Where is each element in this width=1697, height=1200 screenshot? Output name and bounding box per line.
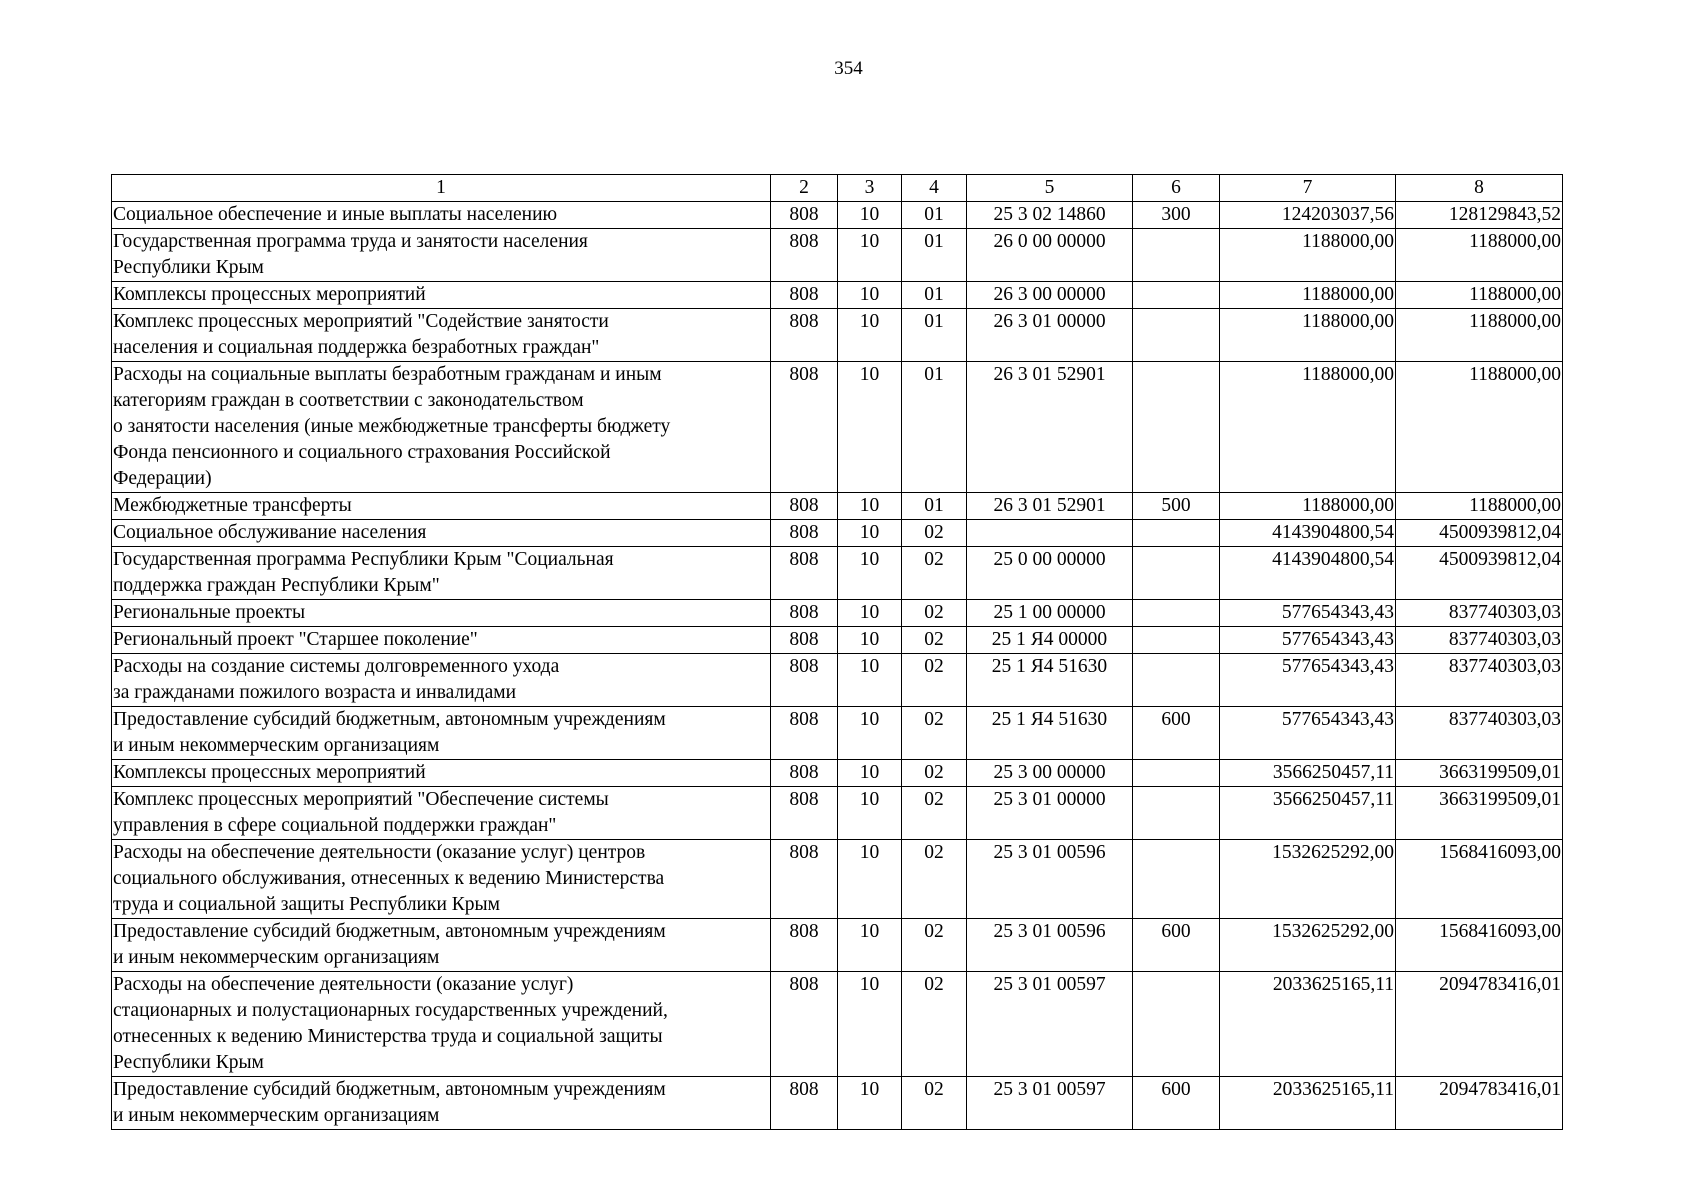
row-description: Предоставление субсидий бюджетным, автономным учреждениям и иным некоммерческим организациям	[112, 1077, 771, 1130]
row-description: Социальное обеспечение и иные выплаты населению	[112, 202, 771, 229]
row-description: Региональный проект "Старшее поколение"	[112, 627, 771, 654]
row-code-ministry: 808	[771, 520, 838, 547]
row-amount-year-2: 837740303,03	[1396, 627, 1563, 654]
row-description: Расходы на обеспечение деятельности (оказание услуг) центров социального обслуживания, отнесенных к ведению Министерства труда и социальной защиты Республики Крым	[112, 840, 771, 919]
table-row	[112, 627, 1563, 654]
row-code-ministry: 808	[771, 654, 838, 707]
row-code-target: 26 3 01 52901	[967, 493, 1133, 520]
row-code-target	[967, 520, 1133, 547]
row-code-expense-type	[1133, 282, 1220, 309]
row-code-expense-type: 300	[1133, 202, 1220, 229]
row-code-ministry: 808	[771, 309, 838, 362]
row-amount-year-2: 4500939812,04	[1396, 547, 1563, 600]
table-row	[112, 1077, 1563, 1130]
row-description: Комплексы процессных мероприятий	[112, 282, 771, 309]
row-code-expense-type	[1133, 600, 1220, 627]
column-header: 4	[902, 175, 967, 202]
row-description: Предоставление субсидий бюджетным, автономным учреждениям и иным некоммерческим организациям	[112, 707, 771, 760]
row-amount-year-1: 577654343,43	[1220, 707, 1396, 760]
row-code-expense-type	[1133, 654, 1220, 707]
table-row	[112, 654, 1563, 707]
row-description: Комплексы процессных мероприятий	[112, 760, 771, 787]
row-amount-year-1: 1188000,00	[1220, 309, 1396, 362]
row-code-expense-type	[1133, 547, 1220, 600]
row-code-target: 25 1 00 00000	[967, 600, 1133, 627]
column-header: 3	[838, 175, 902, 202]
row-code-section: 10	[838, 760, 902, 787]
row-code-section: 10	[838, 282, 902, 309]
row-code-section: 10	[838, 654, 902, 707]
column-header: 6	[1133, 175, 1220, 202]
row-code-target: 25 3 00 00000	[967, 760, 1133, 787]
row-description: Расходы на обеспечение деятельности (оказание услуг) стационарных и полустационарных государственных учреждений, отнесенных к ведению Министерства труда и социальной защиты Республики Крым	[112, 972, 771, 1077]
row-amount-year-2: 4500939812,04	[1396, 520, 1563, 547]
row-amount-year-1: 577654343,43	[1220, 654, 1396, 707]
row-code-expense-type	[1133, 362, 1220, 493]
column-header: 8	[1396, 175, 1563, 202]
row-description: Государственная программа труда и занятости населения Республики Крым	[112, 229, 771, 282]
row-code-target: 25 3 01 00597	[967, 1077, 1133, 1130]
row-code-subsection: 02	[902, 1077, 967, 1130]
row-code-ministry: 808	[771, 919, 838, 972]
row-amount-year-1: 4143904800,54	[1220, 520, 1396, 547]
row-amount-year-1: 1188000,00	[1220, 282, 1396, 309]
row-code-expense-type	[1133, 520, 1220, 547]
row-code-subsection: 02	[902, 972, 967, 1077]
row-code-ministry: 808	[771, 282, 838, 309]
row-code-target: 25 3 02 14860	[967, 202, 1133, 229]
row-code-expense-type: 600	[1133, 919, 1220, 972]
table-row	[112, 493, 1563, 520]
row-code-target: 25 3 01 00596	[967, 840, 1133, 919]
row-code-subsection: 02	[902, 600, 967, 627]
table-row	[112, 919, 1563, 972]
row-code-section: 10	[838, 229, 902, 282]
table-row	[112, 362, 1563, 493]
row-code-subsection: 02	[902, 707, 967, 760]
row-amount-year-2: 1188000,00	[1396, 282, 1563, 309]
row-code-target: 25 1 Я4 51630	[967, 654, 1133, 707]
table-row	[112, 972, 1563, 1077]
row-code-subsection: 02	[902, 654, 967, 707]
row-code-expense-type	[1133, 787, 1220, 840]
row-description: Расходы на социальные выплаты безработным гражданам и иным категориям граждан в соответствии с законодательством о занятости населения (иные межбюджетные трансферты бюджету Фонда пенсионного и социального страхования Российской Федерации)	[112, 362, 771, 493]
row-description: Социальное обслуживание населения	[112, 520, 771, 547]
row-code-subsection: 01	[902, 493, 967, 520]
row-description: Государственная программа Республики Крым "Социальная поддержка граждан Республики Крым"	[112, 547, 771, 600]
row-amount-year-1: 1188000,00	[1220, 493, 1396, 520]
row-code-expense-type: 600	[1133, 707, 1220, 760]
column-header: 7	[1220, 175, 1396, 202]
column-header: 2	[771, 175, 838, 202]
row-amount-year-1: 1532625292,00	[1220, 919, 1396, 972]
row-amount-year-1: 577654343,43	[1220, 627, 1396, 654]
row-amount-year-1: 1188000,00	[1220, 362, 1396, 493]
row-code-subsection: 02	[902, 627, 967, 654]
row-code-subsection: 02	[902, 547, 967, 600]
row-code-section: 10	[838, 1077, 902, 1130]
row-amount-year-1: 4143904800,54	[1220, 547, 1396, 600]
table-row	[112, 282, 1563, 309]
row-code-subsection: 01	[902, 282, 967, 309]
row-amount-year-2: 1188000,00	[1396, 362, 1563, 493]
row-code-section: 10	[838, 627, 902, 654]
row-code-target: 25 1 Я4 00000	[967, 627, 1133, 654]
row-code-target: 25 3 01 00597	[967, 972, 1133, 1077]
row-code-ministry: 808	[771, 972, 838, 1077]
row-code-ministry: 808	[771, 787, 838, 840]
row-amount-year-2: 1188000,00	[1396, 229, 1563, 282]
row-code-section: 10	[838, 309, 902, 362]
row-amount-year-2: 837740303,03	[1396, 600, 1563, 627]
table-row	[112, 309, 1563, 362]
row-amount-year-1: 1188000,00	[1220, 229, 1396, 282]
row-code-section: 10	[838, 520, 902, 547]
row-code-ministry: 808	[771, 627, 838, 654]
row-amount-year-1: 2033625165,11	[1220, 972, 1396, 1077]
row-amount-year-2: 1188000,00	[1396, 309, 1563, 362]
table-row	[112, 760, 1563, 787]
row-code-subsection: 01	[902, 309, 967, 362]
row-code-ministry: 808	[771, 707, 838, 760]
table-body	[112, 202, 1563, 1130]
row-description: Комплекс процессных мероприятий "Обеспечение системы управления в сфере социальной поддержки граждан"	[112, 787, 771, 840]
row-code-target: 25 1 Я4 51630	[967, 707, 1133, 760]
table-row	[112, 787, 1563, 840]
row-code-section: 10	[838, 787, 902, 840]
row-description: Комплекс процессных мероприятий "Содействие занятости населения и социальная поддержка безработных граждан"	[112, 309, 771, 362]
row-code-section: 10	[838, 972, 902, 1077]
row-code-ministry: 808	[771, 202, 838, 229]
row-code-subsection: 02	[902, 840, 967, 919]
row-code-ministry: 808	[771, 840, 838, 919]
row-code-ministry: 808	[771, 600, 838, 627]
row-amount-year-2: 837740303,03	[1396, 707, 1563, 760]
table-row	[112, 600, 1563, 627]
row-code-expense-type	[1133, 972, 1220, 1077]
row-amount-year-1: 1532625292,00	[1220, 840, 1396, 919]
row-amount-year-2: 1188000,00	[1396, 493, 1563, 520]
row-amount-year-2: 3663199509,01	[1396, 760, 1563, 787]
page-number: 354	[834, 58, 863, 79]
row-amount-year-2: 2094783416,01	[1396, 972, 1563, 1077]
row-code-expense-type	[1133, 229, 1220, 282]
row-code-ministry: 808	[771, 547, 838, 600]
row-code-target: 26 0 00 00000	[967, 229, 1133, 282]
row-amount-year-1: 3566250457,11	[1220, 787, 1396, 840]
table-row	[112, 707, 1563, 760]
row-amount-year-2: 1568416093,00	[1396, 840, 1563, 919]
row-code-section: 10	[838, 600, 902, 627]
row-amount-year-1: 2033625165,11	[1220, 1077, 1396, 1130]
row-description: Расходы на создание системы долговременного ухода за гражданами пожилого возраста и инвалидами	[112, 654, 771, 707]
row-amount-year-1: 3566250457,11	[1220, 760, 1396, 787]
row-code-section: 10	[838, 707, 902, 760]
table-row	[112, 840, 1563, 919]
row-code-ministry: 808	[771, 1077, 838, 1130]
row-description: Региональные проекты	[112, 600, 771, 627]
row-code-expense-type: 600	[1133, 1077, 1220, 1130]
row-amount-year-2: 128129843,52	[1396, 202, 1563, 229]
row-code-expense-type	[1133, 760, 1220, 787]
row-code-subsection: 02	[902, 919, 967, 972]
row-description: Межбюджетные трансферты	[112, 493, 771, 520]
row-code-subsection: 02	[902, 520, 967, 547]
row-amount-year-2: 837740303,03	[1396, 654, 1563, 707]
row-code-ministry: 808	[771, 229, 838, 282]
row-code-section: 10	[838, 362, 902, 493]
row-code-section: 10	[838, 919, 902, 972]
row-code-subsection: 01	[902, 362, 967, 493]
row-code-ministry: 808	[771, 362, 838, 493]
row-code-target: 26 3 01 52901	[967, 362, 1133, 493]
table-row	[112, 520, 1563, 547]
row-code-target: 25 3 01 00596	[967, 919, 1133, 972]
table-row	[112, 547, 1563, 600]
row-code-ministry: 808	[771, 493, 838, 520]
table-row	[112, 229, 1563, 282]
row-code-section: 10	[838, 547, 902, 600]
column-header: 1	[112, 175, 771, 202]
row-amount-year-2: 1568416093,00	[1396, 919, 1563, 972]
row-code-target: 25 3 01 00000	[967, 787, 1133, 840]
row-code-ministry: 808	[771, 760, 838, 787]
row-amount-year-1: 124203037,56	[1220, 202, 1396, 229]
row-code-expense-type	[1133, 840, 1220, 919]
row-code-expense-type: 500	[1133, 493, 1220, 520]
table-header-row	[112, 175, 1563, 202]
row-code-subsection: 01	[902, 202, 967, 229]
row-code-target: 26 3 01 00000	[967, 309, 1133, 362]
row-amount-year-2: 2094783416,01	[1396, 1077, 1563, 1130]
table-row	[112, 202, 1563, 229]
row-description: Предоставление субсидий бюджетным, автономным учреждениям и иным некоммерческим организациям	[112, 919, 771, 972]
row-code-expense-type	[1133, 309, 1220, 362]
row-code-target: 25 0 00 00000	[967, 547, 1133, 600]
row-code-section: 10	[838, 202, 902, 229]
row-code-subsection: 02	[902, 787, 967, 840]
row-amount-year-2: 3663199509,01	[1396, 787, 1563, 840]
row-code-expense-type	[1133, 627, 1220, 654]
row-code-target: 26 3 00 00000	[967, 282, 1133, 309]
row-code-subsection: 02	[902, 760, 967, 787]
row-code-section: 10	[838, 840, 902, 919]
row-amount-year-1: 577654343,43	[1220, 600, 1396, 627]
row-code-section: 10	[838, 493, 902, 520]
row-code-subsection: 01	[902, 229, 967, 282]
column-header: 5	[967, 175, 1133, 202]
budget-table	[111, 174, 1563, 1130]
